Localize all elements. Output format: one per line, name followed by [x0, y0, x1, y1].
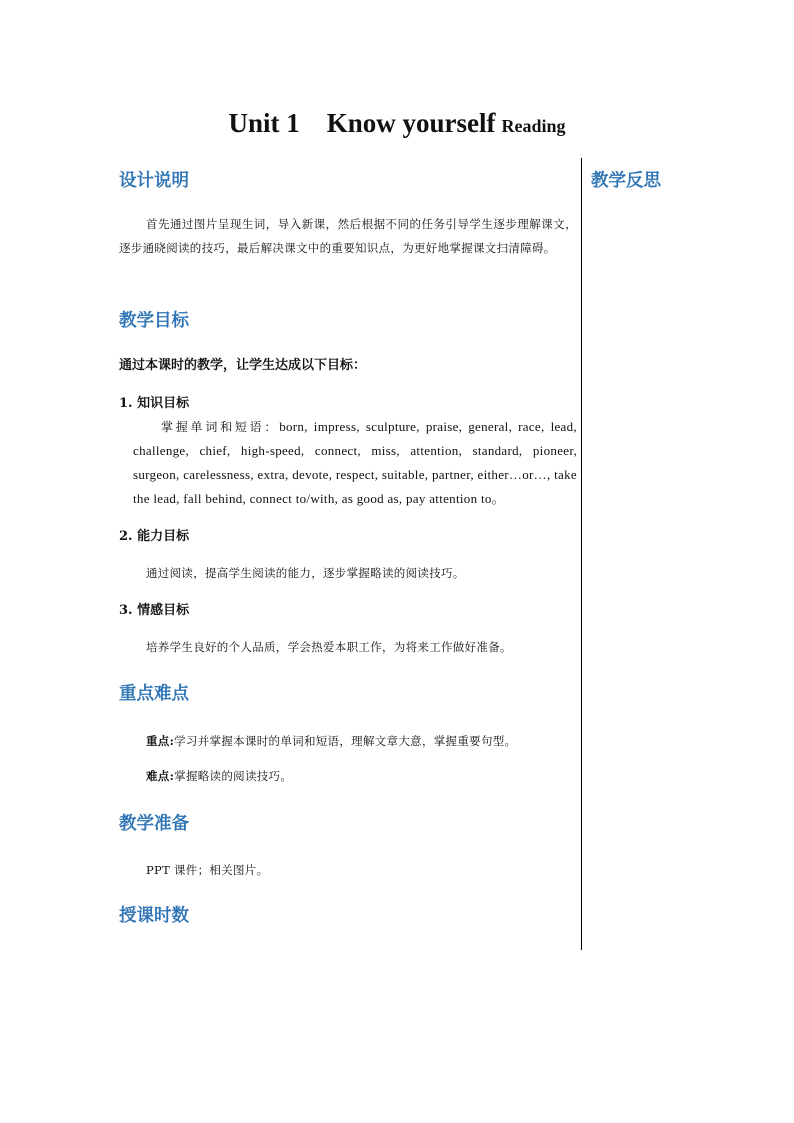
emotion-goal-text: 培养学生良好的个人品质，学会热爱本职工作，为将来工作做好准备。: [146, 640, 512, 654]
ability-goal-label: 2. 能力目标: [119, 529, 190, 544]
difficult-point-label: 难点:: [146, 769, 175, 783]
goals-intro: 通过本课时的教学，让学生达成以下目标：: [119, 358, 367, 373]
reflection-heading: 教学反思: [591, 171, 661, 191]
hours-heading: 授课时数: [119, 906, 189, 926]
emotion-goal-label: 3. 情感目标: [119, 603, 190, 618]
page-title: [0, 108, 794, 139]
key-point-label: 重点:: [146, 734, 175, 748]
ability-goal-text: 通过阅读，提高学生阅读的能力，逐步掌握略读的阅读技巧。: [146, 566, 465, 580]
keypoints-heading: 重点难点: [119, 684, 189, 704]
reflection-column: [591, 168, 781, 194]
title-sub: Reading: [501, 116, 566, 136]
preparation-heading: 教学准备: [119, 814, 189, 834]
difficult-point: [119, 764, 577, 788]
preparation-text: PPT 课件；相关图片。: [146, 863, 269, 877]
knowledge-goal-text: [119, 415, 577, 511]
title-main: Unit 1 Know yourself: [228, 108, 496, 138]
key-point-text: 学习并掌握本课时的单词和短语，理解文章大意，掌握重要句型。: [174, 734, 517, 748]
knowledge-goal-words: born, impress, sculpture, praise, general, race, lead, challenge, chief, high-speed, connect, miss, attention, standard, pioneer, surgeon, carelessness, extra, devote, respect, suitable, partner, either…or…, take the lead, fall behind, connect to/with, as good as, pay attention to。: [133, 419, 577, 506]
difficult-point-text: 掌握略读的阅读技巧。: [174, 769, 293, 783]
goals-heading: 教学目标: [119, 311, 189, 331]
design-text: 首先通过图片呈现生词，导入新课，然后根据不同的任务引导学生逐步理解课文，逐步通晓阅读的技巧，最后解决课文中的重要知识点，为更好地掌握课文扫清障碍。: [119, 217, 577, 255]
knowledge-goal-prefix: 掌握单词和短语：: [161, 420, 280, 434]
design-heading: 设计说明: [119, 171, 189, 191]
key-point: [119, 729, 577, 753]
knowledge-goal-label: 1. 知识目标: [119, 396, 190, 411]
column-divider: [581, 158, 582, 950]
